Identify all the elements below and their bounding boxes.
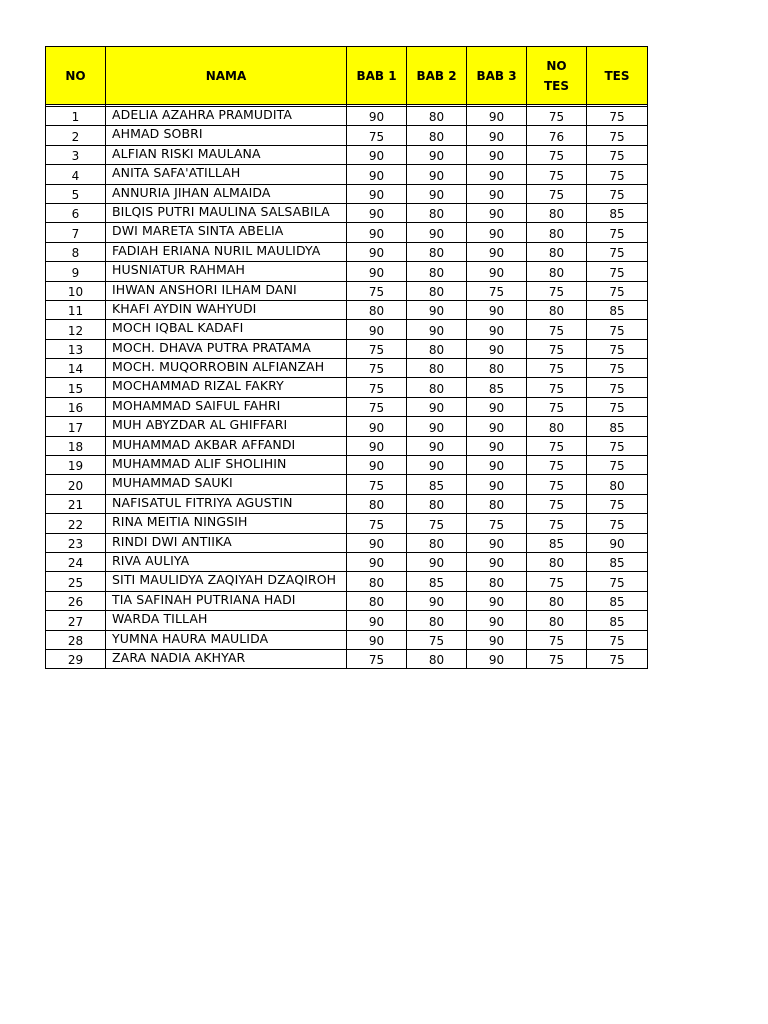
bab2-cell: 90: [407, 223, 467, 242]
no-cell: 13: [46, 339, 106, 358]
no-tes-cell: 80: [527, 203, 587, 222]
no-tes-cell: 75: [527, 320, 587, 339]
bab2-cell: 85: [407, 475, 467, 494]
no-cell: 16: [46, 397, 106, 416]
name-cell: IHWAN ANSHORI ILHAM DANI: [106, 281, 347, 300]
name-cell: ANITA SAFA'ATILLAH: [106, 165, 347, 184]
no-cell: 5: [46, 184, 106, 203]
name-cell: ALFIAN RISKI MAULANA: [106, 145, 347, 164]
tes-cell: 75: [587, 514, 648, 533]
header-bab1: BAB 1: [347, 47, 407, 105]
bab3-cell: 90: [467, 475, 527, 494]
bab2-cell: 75: [407, 630, 467, 649]
no-cell: 8: [46, 242, 106, 261]
no-cell: 23: [46, 533, 106, 552]
table-header: [46, 47, 648, 105]
table-row: [46, 145, 648, 164]
no-tes-cell: 80: [527, 611, 587, 630]
no-tes-cell: 80: [527, 223, 587, 242]
tes-cell: 85: [587, 203, 648, 222]
table-row: [46, 572, 648, 591]
bab3-cell: 90: [467, 145, 527, 164]
no-tes-cell: 80: [527, 300, 587, 319]
table-row: [46, 397, 648, 416]
tes-cell: 75: [587, 126, 648, 145]
bab1-cell: 90: [347, 223, 407, 242]
tes-cell: 75: [587, 494, 648, 513]
name-cell: YUMNA HAURA MAULIDA: [106, 630, 347, 649]
name-cell: WARDA TILLAH: [106, 611, 347, 630]
no-cell: 11: [46, 300, 106, 319]
no-cell: 20: [46, 475, 106, 494]
bab1-cell: 80: [347, 572, 407, 591]
bab3-cell: 80: [467, 494, 527, 513]
no-tes-cell: 75: [527, 494, 587, 513]
bab3-cell: 90: [467, 203, 527, 222]
tes-cell: 75: [587, 281, 648, 300]
name-cell: HUSNIATUR RAHMAH: [106, 262, 347, 281]
bab1-cell: 75: [347, 378, 407, 397]
bab1-cell: 90: [347, 552, 407, 571]
no-tes-cell: 75: [527, 514, 587, 533]
table-row: [46, 475, 648, 494]
header-nama: NAMA: [106, 47, 347, 105]
name-cell: FADIAH ERIANA NURIL MAULIDYA: [106, 242, 347, 261]
bab3-cell: 90: [467, 630, 527, 649]
bab2-cell: 90: [407, 165, 467, 184]
bab1-cell: 90: [347, 203, 407, 222]
tes-cell: 85: [587, 552, 648, 571]
table-row: [46, 456, 648, 475]
bab3-cell: 90: [467, 591, 527, 610]
bab3-cell: 85: [467, 378, 527, 397]
bab2-cell: 90: [407, 456, 467, 475]
name-cell: MUHAMMAD SAUKI: [106, 475, 347, 494]
tes-cell: 75: [587, 320, 648, 339]
bab1-cell: 90: [347, 242, 407, 261]
no-cell: 24: [46, 552, 106, 571]
table-row: [46, 611, 648, 630]
name-cell: MOCH. MUQORROBIN ALFIANZAH: [106, 359, 347, 378]
no-cell: 15: [46, 378, 106, 397]
bab3-cell: 90: [467, 320, 527, 339]
bab2-cell: 90: [407, 436, 467, 455]
bab2-cell: 90: [407, 320, 467, 339]
no-cell: 22: [46, 514, 106, 533]
name-cell: MUHAMMAD ALIF SHOLIHIN: [106, 456, 347, 475]
no-tes-cell: 75: [527, 397, 587, 416]
name-cell: RINDI DWI ANTIIKA: [106, 533, 347, 552]
header-bab3: BAB 3: [467, 47, 527, 105]
bab3-cell: 90: [467, 533, 527, 552]
no-cell: 21: [46, 494, 106, 513]
no-tes-cell: 75: [527, 281, 587, 300]
tes-cell: 75: [587, 378, 648, 397]
table-row: [46, 514, 648, 533]
tes-cell: 75: [587, 436, 648, 455]
bab1-cell: 90: [347, 611, 407, 630]
bab1-cell: 75: [347, 514, 407, 533]
tes-cell: 75: [587, 223, 648, 242]
bab1-cell: 75: [347, 649, 407, 668]
bab2-cell: 75: [407, 514, 467, 533]
name-cell: ZARA NADIA AKHYAR: [106, 649, 347, 668]
bab1-cell: 90: [347, 456, 407, 475]
tes-cell: 80: [587, 475, 648, 494]
tes-cell: 75: [587, 649, 648, 668]
bab3-cell: 90: [467, 107, 527, 126]
bab3-cell: 90: [467, 339, 527, 358]
bab1-cell: 90: [347, 107, 407, 126]
table-row: [46, 165, 648, 184]
no-cell: 2: [46, 126, 106, 145]
no-cell: 10: [46, 281, 106, 300]
bab2-cell: 90: [407, 591, 467, 610]
name-cell: SITI MAULIDYA ZAQIYAH DZAQIROH: [106, 572, 347, 591]
bab3-cell: 90: [467, 126, 527, 145]
table-row: [46, 107, 648, 126]
name-cell: MOCH. DHAVA PUTRA PRATAMA: [106, 339, 347, 358]
no-tes-cell: 75: [527, 165, 587, 184]
no-cell: 19: [46, 456, 106, 475]
no-tes-cell: 75: [527, 184, 587, 203]
table-row: [46, 552, 648, 571]
table-row: [46, 649, 648, 668]
no-tes-cell: 85: [527, 533, 587, 552]
table-row: [46, 359, 648, 378]
no-cell: 9: [46, 262, 106, 281]
header-no: NO: [46, 47, 106, 105]
bab3-cell: 90: [467, 611, 527, 630]
name-cell: ADELIA AZAHRA PRAMUDITA: [106, 107, 347, 126]
tes-cell: 75: [587, 145, 648, 164]
table-row: [46, 203, 648, 222]
bab1-cell: 90: [347, 165, 407, 184]
header-no-tes: [527, 47, 587, 105]
bab3-cell: 75: [467, 281, 527, 300]
no-cell: 6: [46, 203, 106, 222]
table-row: [46, 417, 648, 436]
bab1-cell: 90: [347, 262, 407, 281]
bab3-cell: 90: [467, 242, 527, 261]
bab2-cell: 80: [407, 107, 467, 126]
table-row: [46, 242, 648, 261]
no-cell: 18: [46, 436, 106, 455]
bab2-cell: 90: [407, 145, 467, 164]
bab1-cell: 75: [347, 397, 407, 416]
no-tes-cell: 76: [527, 126, 587, 145]
bab3-cell: 90: [467, 300, 527, 319]
bab2-cell: 80: [407, 359, 467, 378]
tes-cell: 75: [587, 107, 648, 126]
no-tes-cell: 75: [527, 475, 587, 494]
name-cell: BILQIS PUTRI MAULINA SALSABILA: [106, 203, 347, 222]
name-cell: MOCHAMMAD RIZAL FAKRY: [106, 378, 347, 397]
no-cell: 7: [46, 223, 106, 242]
bab1-cell: 75: [347, 281, 407, 300]
header-tes: TES: [587, 47, 648, 105]
bab3-cell: 90: [467, 456, 527, 475]
name-cell: MOHAMMAD SAIFUL FAHRI: [106, 397, 347, 416]
no-tes-cell: 80: [527, 552, 587, 571]
name-cell: TIA SAFINAH PUTRIANA HADI: [106, 591, 347, 610]
bab3-cell: 90: [467, 552, 527, 571]
tes-cell: 75: [587, 242, 648, 261]
bab1-cell: 80: [347, 591, 407, 610]
table-row: [46, 223, 648, 242]
no-cell: 27: [46, 611, 106, 630]
bab1-cell: 75: [347, 475, 407, 494]
no-cell: 1: [46, 107, 106, 126]
bab2-cell: 80: [407, 378, 467, 397]
bab3-cell: 90: [467, 436, 527, 455]
bab1-cell: 80: [347, 300, 407, 319]
bab2-cell: 90: [407, 184, 467, 203]
no-tes-cell: 75: [527, 649, 587, 668]
table-row: [46, 591, 648, 610]
bab3-cell: 90: [467, 417, 527, 436]
bab3-cell: 90: [467, 649, 527, 668]
table-row: [46, 184, 648, 203]
tes-cell: 85: [587, 417, 648, 436]
table-row: [46, 126, 648, 145]
no-cell: 26: [46, 591, 106, 610]
table-row: [46, 262, 648, 281]
name-cell: KHAFI AYDIN WAHYUDI: [106, 300, 347, 319]
table-row: [46, 378, 648, 397]
header-bab2: BAB 2: [407, 47, 467, 105]
tes-cell: 75: [587, 359, 648, 378]
tes-cell: 85: [587, 300, 648, 319]
bab2-cell: 90: [407, 417, 467, 436]
bab3-cell: 90: [467, 397, 527, 416]
tes-cell: 75: [587, 165, 648, 184]
no-cell: 14: [46, 359, 106, 378]
no-tes-cell: 75: [527, 572, 587, 591]
bab3-cell: 90: [467, 165, 527, 184]
no-cell: 25: [46, 572, 106, 591]
name-cell: MUH ABYZDAR AL GHIFFARI: [106, 417, 347, 436]
no-tes-cell: 75: [527, 145, 587, 164]
bab2-cell: 80: [407, 262, 467, 281]
bab1-cell: 90: [347, 417, 407, 436]
table-row: [46, 281, 648, 300]
no-tes-cell: 80: [527, 242, 587, 261]
bab2-cell: 80: [407, 242, 467, 261]
table-row: [46, 339, 648, 358]
header-no-tes-line2: TES: [543, 78, 570, 93]
bab2-cell: 80: [407, 533, 467, 552]
bab1-cell: 90: [347, 533, 407, 552]
bab2-cell: 85: [407, 572, 467, 591]
bab2-cell: 80: [407, 611, 467, 630]
tes-cell: 85: [587, 611, 648, 630]
no-cell: 28: [46, 630, 106, 649]
bab2-cell: 90: [407, 397, 467, 416]
no-tes-cell: 75: [527, 456, 587, 475]
table-row: [46, 494, 648, 513]
bab2-cell: 90: [407, 300, 467, 319]
bab1-cell: 90: [347, 145, 407, 164]
grade-table: [45, 46, 648, 669]
tes-cell: 75: [587, 262, 648, 281]
bab2-cell: 80: [407, 203, 467, 222]
header-no-tes-line1: NO: [546, 58, 567, 73]
name-cell: AHMAD SOBRI: [106, 126, 347, 145]
no-cell: 29: [46, 649, 106, 668]
name-cell: RIVA AULIYA: [106, 552, 347, 571]
table-row: [46, 533, 648, 552]
no-tes-cell: 75: [527, 359, 587, 378]
no-cell: 3: [46, 145, 106, 164]
tes-cell: 75: [587, 397, 648, 416]
no-cell: 12: [46, 320, 106, 339]
bab2-cell: 80: [407, 494, 467, 513]
bab1-cell: 90: [347, 184, 407, 203]
tes-cell: 75: [587, 572, 648, 591]
table-row: [46, 436, 648, 455]
no-tes-cell: 75: [527, 107, 587, 126]
bab1-cell: 90: [347, 436, 407, 455]
bab1-cell: 90: [347, 320, 407, 339]
header-row: [46, 47, 648, 105]
bab1-cell: 75: [347, 339, 407, 358]
bab1-cell: 80: [347, 494, 407, 513]
table-row: [46, 320, 648, 339]
name-cell: NAFISATUL FITRIYA AGUSTIN: [106, 494, 347, 513]
no-tes-cell: 75: [527, 378, 587, 397]
tes-cell: 75: [587, 456, 648, 475]
bab2-cell: 80: [407, 281, 467, 300]
table-row: [46, 630, 648, 649]
bab3-cell: 90: [467, 223, 527, 242]
no-tes-cell: 80: [527, 262, 587, 281]
name-cell: MOCH IQBAL KADAFI: [106, 320, 347, 339]
name-cell: ANNURIA JIHAN ALMAIDA: [106, 184, 347, 203]
name-cell: MUHAMMAD AKBAR AFFANDI: [106, 436, 347, 455]
bab3-cell: 90: [467, 262, 527, 281]
no-tes-cell: 80: [527, 591, 587, 610]
tes-cell: 75: [587, 184, 648, 203]
tes-cell: 85: [587, 591, 648, 610]
bab2-cell: 80: [407, 339, 467, 358]
no-tes-cell: 75: [527, 630, 587, 649]
no-tes-cell: 75: [527, 339, 587, 358]
name-cell: RINA MEITIA NINGSIH: [106, 514, 347, 533]
tes-cell: 75: [587, 339, 648, 358]
name-cell: DWI MARETA SINTA ABELIA: [106, 223, 347, 242]
no-cell: 17: [46, 417, 106, 436]
bab1-cell: 75: [347, 126, 407, 145]
bab3-cell: 90: [467, 184, 527, 203]
bab2-cell: 80: [407, 126, 467, 145]
bab1-cell: 90: [347, 630, 407, 649]
bab2-cell: 80: [407, 649, 467, 668]
bab2-cell: 90: [407, 552, 467, 571]
no-tes-cell: 80: [527, 417, 587, 436]
table-row: [46, 300, 648, 319]
table-body: [46, 105, 648, 669]
bab1-cell: 75: [347, 359, 407, 378]
bab3-cell: 75: [467, 514, 527, 533]
bab3-cell: 80: [467, 359, 527, 378]
no-tes-cell: 75: [527, 436, 587, 455]
tes-cell: 75: [587, 630, 648, 649]
no-cell: 4: [46, 165, 106, 184]
tes-cell: 90: [587, 533, 648, 552]
bab3-cell: 80: [467, 572, 527, 591]
